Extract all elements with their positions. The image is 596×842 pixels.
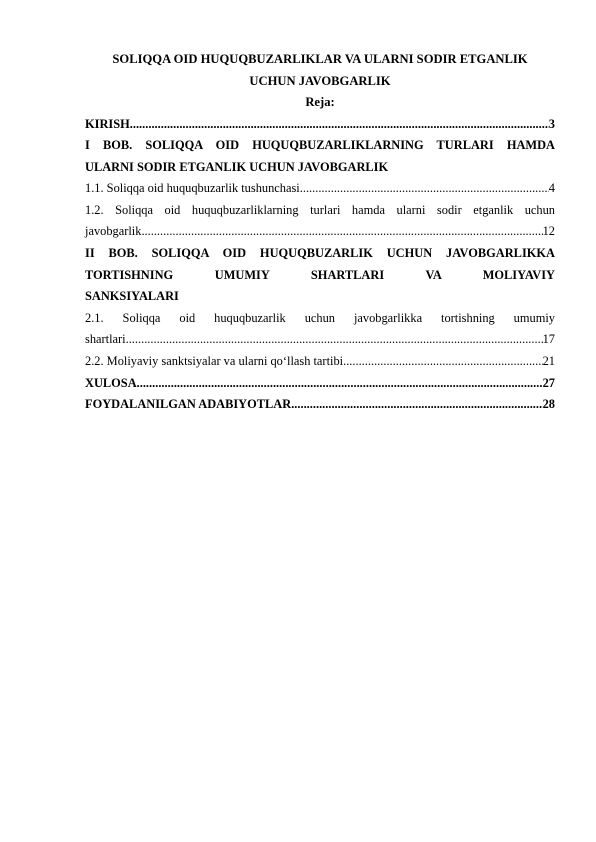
toc-leader-dots xyxy=(126,329,543,351)
toc-entry-text: XULOSA xyxy=(85,375,137,390)
toc-entry-2-2 xyxy=(85,351,555,373)
toc-leader-dots xyxy=(300,178,549,200)
document-title-line-2: UCHUN JAVOBGARLIK xyxy=(249,73,391,88)
toc-entry-text: 2.2. Moliyaviy sanktsiyalar va ularni qo‘llash tartibi xyxy=(85,354,344,369)
toc-entry-kirish xyxy=(85,114,555,136)
toc-page-number: 12 xyxy=(542,224,555,239)
toc-page-number: 21 xyxy=(542,354,555,369)
toc-entry-xulosa xyxy=(85,373,555,395)
toc-entry-text: KIRISH xyxy=(85,116,130,131)
table-of-contents xyxy=(85,114,555,416)
toc-leader-dots xyxy=(343,351,543,373)
toc-entry-text: shartlari xyxy=(85,332,126,347)
toc-leader-dots xyxy=(130,114,549,136)
toc-entry-2-1-line-2 xyxy=(85,329,555,351)
toc-entry-text: FOYDALANILGAN ADABIYOTLAR xyxy=(85,397,292,412)
toc-page-number: 28 xyxy=(542,397,555,412)
toc-page-number: 17 xyxy=(542,332,555,347)
toc-page-number: 27 xyxy=(542,375,555,390)
reja-heading: Reja: xyxy=(305,95,335,109)
document-content xyxy=(85,49,555,416)
toc-entry-text: javobgarlik xyxy=(85,224,142,239)
toc-chapter-2-line-3: SANKSIYALARI xyxy=(85,289,179,304)
toc-entry-2-1-line-1: 2.1. Soliqqa oid huquqbuzarlik uchun javobgarlikka tortishning umumiy xyxy=(85,310,555,325)
toc-entry-adabiyotlar xyxy=(85,394,555,416)
toc-entry-1-2-line-2 xyxy=(85,221,555,243)
toc-chapter-2-line-2: TORTISHNING UMUMIY SHARTLARI VA MOLIYAVIY xyxy=(85,267,555,282)
toc-chapter-1-line-1: I BOB. SOLIQQA OID HUQUQBUZARLIKLARNING TURLARI HAMDA xyxy=(85,138,555,153)
toc-chapter-2-line-1: II BOB. SOLIQQA OID HUQUQBUZARLIK UCHUN JAVOBGARLIKKA xyxy=(85,246,555,261)
toc-entry-1-1 xyxy=(85,178,555,200)
toc-leader-dots xyxy=(141,221,542,243)
toc-chapter-1-line-2: ULARNI SODIR ETGANLIK UCHUN JAVOBGARLIK xyxy=(85,159,389,174)
document-title-line-1: SOLIQQA OID HUQUQBUZARLIKLAR VA ULARNI SODIR ETGANLIK xyxy=(112,52,528,66)
toc-page-number: 4 xyxy=(548,181,555,196)
toc-page-number: 3 xyxy=(548,116,555,131)
toc-leader-dots xyxy=(291,394,542,416)
toc-entry-1-2-line-1: 1.2. Soliqqa oid huquqbuzarliklarning turlari hamda ularni sodir etganlik uchun xyxy=(85,202,555,217)
toc-leader-dots xyxy=(137,373,543,395)
toc-entry-text: 1.1. Soliqqa oid huquqbuzarlik tushunchasi xyxy=(85,181,300,196)
